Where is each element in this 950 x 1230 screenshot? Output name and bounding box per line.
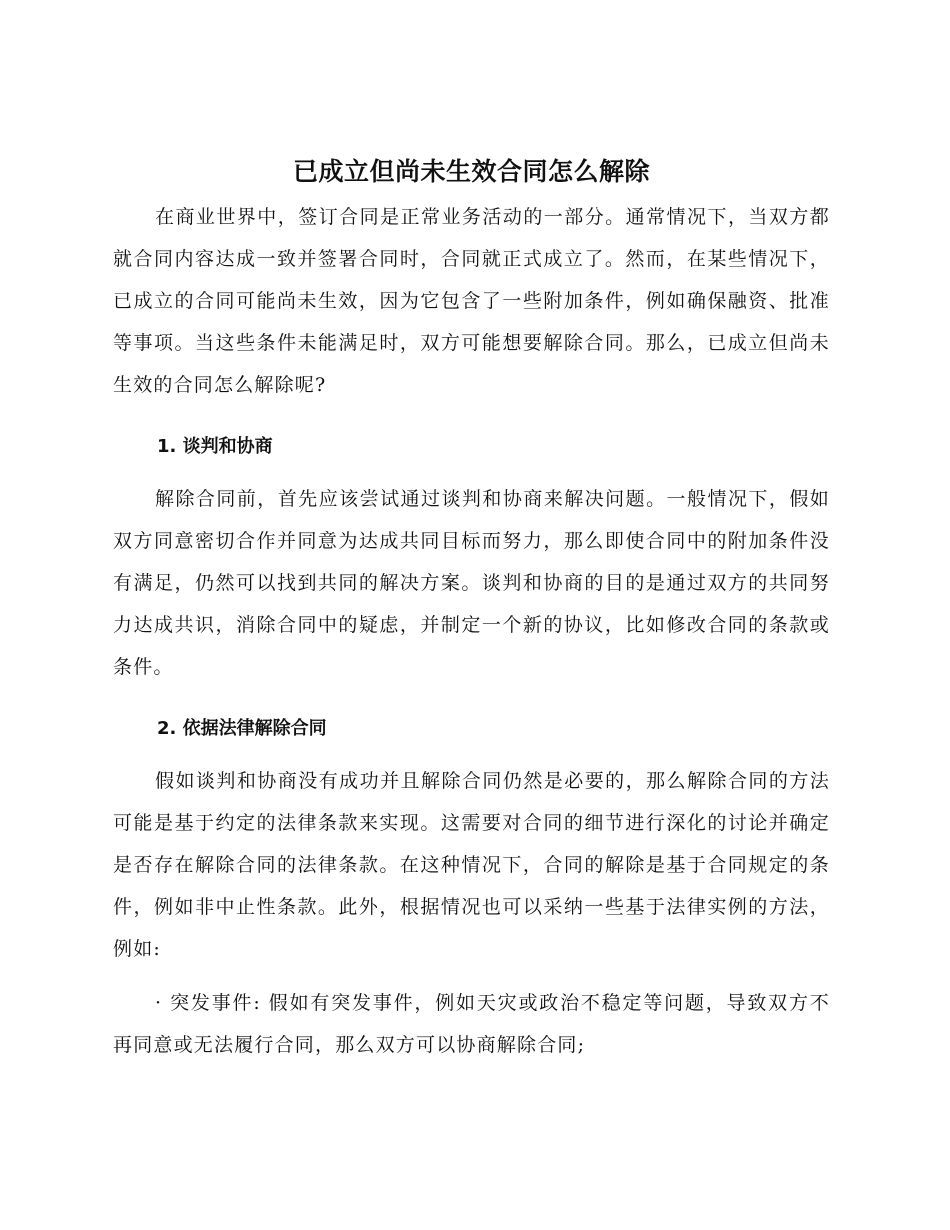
document-page: [113, 140, 830, 1066]
section-heading-negotiation: 1. 谈判和协商: [157, 436, 273, 457]
bullet-item-emergency: · 突发事件: 假如有突发事件，例如天灾或政治不稳定等问题，导致双方不再同意或无法履行合同，那么双方可以协商解除合同;: [113, 992, 830, 1056]
spacer: [113, 688, 830, 698]
intro-paragraph: 在商业世界中，签订合同是正常业务活动的一部分。通常情况下，当双方都就合同内容达成一致并签署合同时，合同就正式成立了。然而，在某些情况下，已成立的合同可能尚未生效，因为它包含了一些附加条件，例如确保融资、批准等事项。当这些条件未能满足时，双方可能想要解除合同。那么，已成立但尚未生效的合同怎么解除呢?: [113, 206, 830, 396]
section-body-negotiation: 解除合同前，首先应该尝试通过谈判和协商来解决问题。一般情况下，假如双方同意密切合作并同意为达成共同目标而努力，那么即使合同中的附加条件没有满足，仍然可以找到共同的解决方案。谈判和协商的目的是通过双方的共同努力达成共识，消除合同中的疑虑，并制定一个新的协议，比如修改合同的条款或条件。: [113, 488, 830, 678]
section-body-legal-termination: 假如谈判和协商没有成功并且解除合同仍然是必要的，那么解除合同的方法可能是基于约定的法律条款来实现。这需要对合同的细节进行深化的讨论并确定是否存在解除合同的法律条款。在这种情况下，合同的解除是基于合同规定的条件，例如非中止性条款。此外，根据情况也可以采纳一些基于法律实例的方法，例如:: [113, 770, 830, 960]
section-heading-legal-termination: 2. 依据法律解除合同: [157, 718, 327, 739]
document-title: 已成立但尚未生效合同怎么解除: [292, 157, 650, 186]
spacer: [113, 406, 830, 416]
